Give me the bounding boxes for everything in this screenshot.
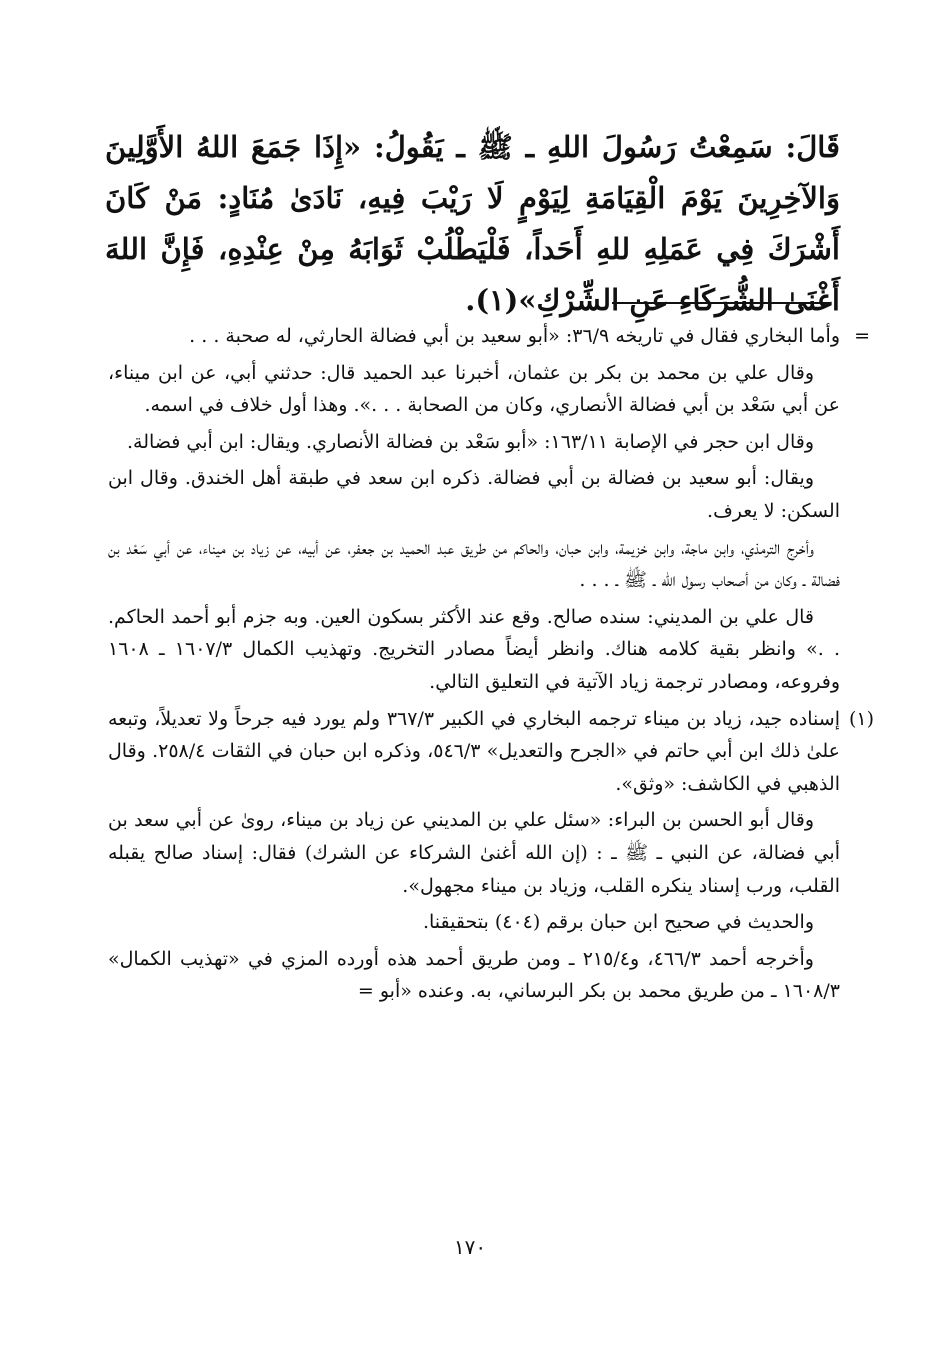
footnote-continuation-paragraph [108,320,870,353]
footnote-paragraph: ويقال: أبو سعيد بن فضالة بن أبي فضالة. ذكره ابن سعد في طبقة أهل الخندق. وقال ابن السكن: لا يعرف. [108,467,840,522]
footnote-paragraph: وقال ابن حجر في الإصابة ١٦٣/١١: «أبو سَعْد بن فضالة الأنصاري. ويقال: ابن أبي فضالة. [127,430,814,453]
footnote-paragraph: والحديث في صحيح ابن حبان برقم (٤٠٤) بتحقيقنا. [422,911,814,934]
hadith-paragraph: قَالَ: سَمِعْتُ رَسُولَ اللهِ ـ ﷺ ـ يَقُولُ: «إِذَا جَمَعَ اللهُ الأَوَّلِينَ وَالآخِرِينَ يَوْمَ الْقِيَامَةِ لِيَوْمٍ لَا رَيْبَ فِيهِ، نَادَىٰ مُنَادٍ: مَنْ كَانَ أَشْرَكَ فِي عَمَلِهِ للهِ أَحَداً، فَلْيَطْلُبْ ثَوَابَهُ مِنْ عِنْدِهِ، فَإِنَّ اللهَ أَغْنَىٰ الشُّرَكَاءِ عَنِ الشِّرْكِ»(١). [105,130,840,317]
hadith-main-text [105,122,840,326]
footnotes-section [108,320,874,1012]
footnote-1-paragraph [108,703,874,801]
continuation-marker: = [854,325,870,347]
footnote-1-marker: (١) [848,707,874,730]
page-number: ١٧٠ [453,1235,487,1259]
footnote-paragraph: وأخرج الترمذي، وابن ماجة، وابن خزيمة، وابن حبان، والحاكم من طريق عبد الحميد بن جعفر، عن أبيه، عن زياد بن ميناء، عن أبي سَعْد بن فضالة ـ وكان من أصحاب رسول الله ـ ﷺ ـ . . . [108,536,840,592]
footnote-paragraph: قال علي بن المديني: سنده صالح. وقع عند الأكثر بسكون العين. وبه جزم أبو أحمد الحاكم. . .» وانظر بقية كلامه هناك. وانظر أيضاً مصادر التخريج. وتهذيب الكمال ١٦٠٧/٣ ـ ١٦٠٨ وفروعه، ومصادر ترجمة زياد الآتية في التعليق التالي. [108,605,840,693]
footnote-paragraph: وقال أبو الحسن بن البراء: «سئل علي بن المديني عن زياد بن ميناء، روىٰ عن أبي سعد بن أبي فضالة، عن النبي ـ ﷺ ـ : (إن الله أغنىٰ الشركاء عن الشرك) فقال: إسناد صالح يقبله القلب، ورب إسناد ينكره القلب، وزياد بن ميناء مجهول». [108,809,840,897]
footnote-paragraph: وقال علي بن محمد بن بكر بن عثمان، أخبرنا عبد الحميد قال: حدثني أبي، عن ابن ميناء، عن أبي سَعْد بن أبي فضالة الأنصاري، وكان من الصحابة . . .». وهذا أول خلاف في اسمه. [108,361,840,417]
footnote-paragraph: وأخرجه أحمد ٤٦٦/٣، و٢١٥/٤ ـ ومن طريق أحمد هذه أورده المزي في «تهذيب الكمال» ١٦٠٨/٣ ـ من طريق محمد بن بكر البرساني، به. وعنده «أبو = [108,947,840,1003]
footnote-text: وأما البخاري فقال في تاريخه ٣٦/٩: «أبو سعيد بن أبي فضالة الحارثي، له صحبة . . . [189,325,840,347]
footnote-text: إسناده جيد، زياد بن ميناء ترجمه البخاري في الكبير ٣٦٧/٣ ولم يورد فيه جرحاً ولا تعديلاً، وتبعه علىٰ ذلك ابن أبي حاتم في «الجرح والتعديل» ٥٤٦/٣، وذكره ابن حبان في الثقات ٢٥٨/٤. وقال الذهبي في الكاشف: «وثق». [108,707,840,795]
footnote-separator [612,302,830,304]
